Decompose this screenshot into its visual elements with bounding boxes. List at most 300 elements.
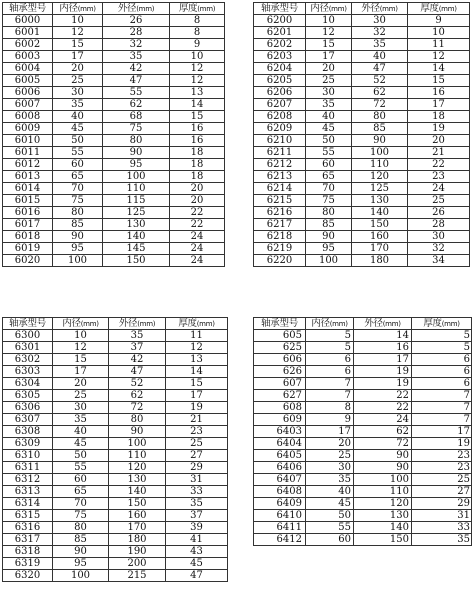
cell-width: 5 [412,342,472,354]
header-row [254,3,470,15]
header-outer: 外径(mm) [352,3,408,15]
cell-model: 627 [254,390,306,402]
cell-outer-diameter: 130 [354,510,412,522]
cell-outer-diameter: 85 [352,123,408,135]
bearing-table-62xx [253,2,470,267]
cell-model: 6316 [3,522,53,534]
header-inner: 内径(mm) [306,318,354,330]
cell-width: 23 [412,462,472,474]
cell-inner-diameter: 25 [53,390,109,402]
table-row [3,570,228,582]
cell-width: 41 [166,534,228,546]
header-width: 厚度(mm) [412,318,472,330]
cell-outer-diameter: 215 [109,570,166,582]
cell-width: 18 [170,159,225,171]
table-row [3,51,225,63]
cell-width: 8 [170,27,225,39]
cell-outer-diameter: 72 [109,402,166,414]
cell-model: 6303 [3,366,53,378]
header-row [3,3,225,15]
table-row [254,231,470,243]
cell-outer-diameter: 145 [103,243,170,255]
cell-inner-diameter: 65 [53,171,103,183]
cell-width: 24 [170,231,225,243]
cell-model: 6319 [3,558,53,570]
table-row [3,522,228,534]
table-row [254,342,472,354]
cell-outer-diameter: 150 [109,498,166,510]
cell-model: 6409 [254,498,306,510]
cell-width: 13 [166,354,228,366]
table-row [3,231,225,243]
cell-width: 45 [166,558,228,570]
cell-model: 6208 [254,111,306,123]
table-row [3,111,225,123]
cell-width: 12 [166,342,228,354]
cell-outer-diameter: 180 [109,534,166,546]
cell-inner-diameter: 100 [53,255,103,267]
cell-inner-diameter: 50 [306,510,354,522]
cell-width: 29 [166,462,228,474]
cell-width: 16 [170,135,225,147]
cell-width: 15 [170,111,225,123]
cell-width: 18 [170,147,225,159]
cell-model: 6007 [3,99,53,111]
cell-outer-diameter: 120 [352,171,408,183]
cell-model: 605 [254,330,306,342]
table-row [254,51,470,63]
cell-outer-diameter: 80 [109,414,166,426]
cell-inner-diameter: 95 [306,243,352,255]
cell-width: 33 [166,486,228,498]
table-row [254,195,470,207]
cell-outer-diameter: 140 [109,486,166,498]
cell-width: 17 [166,390,228,402]
cell-outer-diameter: 80 [352,111,408,123]
cell-inner-diameter: 50 [306,135,352,147]
cell-outer-diameter: 190 [109,546,166,558]
cell-width: 25 [166,438,228,450]
cell-outer-diameter: 62 [109,390,166,402]
cell-model: 6408 [254,486,306,498]
cell-width: 11 [408,39,470,51]
cell-outer-diameter: 200 [109,558,166,570]
cell-model: 6016 [3,207,53,219]
cell-inner-diameter: 15 [53,39,103,51]
cell-outer-diameter: 160 [109,510,166,522]
cell-inner-diameter: 85 [53,534,109,546]
table-row [254,522,472,534]
cell-model: 6220 [254,255,306,267]
cell-width: 19 [408,123,470,135]
header-width: 厚度(mm) [408,3,470,15]
cell-inner-diameter: 75 [53,195,103,207]
cell-outer-diameter: 110 [352,159,408,171]
cell-inner-diameter: 10 [53,330,109,342]
cell-inner-diameter: 70 [53,498,109,510]
cell-model: 6312 [3,474,53,486]
cell-inner-diameter: 45 [53,438,109,450]
table-row [3,135,225,147]
cell-inner-diameter: 75 [53,510,109,522]
cell-inner-diameter: 45 [306,123,352,135]
cell-inner-diameter: 25 [306,75,352,87]
cell-inner-diameter: 10 [306,15,352,27]
cell-width: 11 [166,330,228,342]
cell-width: 35 [412,534,472,546]
cell-width: 33 [412,522,472,534]
cell-model: 6017 [3,219,53,231]
cell-outer-diameter: 24 [354,414,412,426]
cell-outer-diameter: 120 [354,498,412,510]
cell-inner-diameter: 25 [306,450,354,462]
cell-model: 6314 [3,498,53,510]
table-row [3,75,225,87]
cell-width: 12 [170,75,225,87]
cell-width: 20 [408,135,470,147]
cell-inner-diameter: 50 [53,450,109,462]
header-inner: 内径(mm) [53,3,103,15]
cell-inner-diameter: 7 [306,378,354,390]
cell-inner-diameter: 20 [53,63,103,75]
table-row [3,402,228,414]
cell-model: 626 [254,366,306,378]
cell-inner-diameter: 60 [306,534,354,546]
cell-model: 6212 [254,159,306,171]
cell-outer-diameter: 110 [109,450,166,462]
table-row [254,402,472,414]
cell-inner-diameter: 55 [53,462,109,474]
cell-inner-diameter: 35 [53,414,109,426]
cell-model: 6013 [3,171,53,183]
cell-width: 12 [408,51,470,63]
cell-width: 6 [412,378,472,390]
cell-outer-diameter: 28 [103,27,170,39]
table-row [3,486,228,498]
cell-model: 6300 [3,330,53,342]
cell-outer-diameter: 52 [109,378,166,390]
table-row [3,195,225,207]
cell-outer-diameter: 90 [354,450,412,462]
cell-width: 24 [170,243,225,255]
cell-inner-diameter: 35 [53,99,103,111]
cell-model: 6203 [254,51,306,63]
cell-inner-diameter: 45 [53,123,103,135]
cell-width: 7 [412,414,472,426]
table-row [3,159,225,171]
table-row [254,75,470,87]
cell-inner-diameter: 50 [53,135,103,147]
cell-outer-diameter: 62 [103,99,170,111]
header-model: 轴承型号 [3,3,53,15]
cell-model: 6005 [3,75,53,87]
cell-outer-diameter: 180 [352,255,408,267]
header-width: 厚度(mm) [166,318,228,330]
table-row [3,426,228,438]
cell-width: 7 [412,390,472,402]
cell-outer-diameter: 68 [103,111,170,123]
table-row [3,510,228,522]
cell-width: 7 [412,402,472,414]
cell-outer-diameter: 140 [103,231,170,243]
cell-width: 35 [166,498,228,510]
cell-width: 23 [412,450,472,462]
header-model: 轴承型号 [254,318,306,330]
cell-model: 6020 [3,255,53,267]
cell-model: 6313 [3,486,53,498]
cell-outer-diameter: 125 [103,207,170,219]
cell-inner-diameter: 30 [306,87,352,99]
table-row [3,558,228,570]
table-row [3,27,225,39]
cell-width: 19 [412,438,472,450]
table-row [254,39,470,51]
cell-outer-diameter: 95 [103,159,170,171]
cell-width: 10 [408,27,470,39]
cell-width: 25 [408,195,470,207]
cell-outer-diameter: 47 [109,366,166,378]
cell-outer-diameter: 16 [354,342,412,354]
cell-inner-diameter: 30 [53,402,109,414]
cell-outer-diameter: 150 [352,219,408,231]
cell-inner-diameter: 40 [306,486,354,498]
cell-outer-diameter: 32 [103,39,170,51]
cell-width: 24 [170,255,225,267]
cell-model: 6406 [254,462,306,474]
cell-width: 5 [412,330,472,342]
cell-model: 608 [254,402,306,414]
cell-width: 47 [166,570,228,582]
table-row [254,63,470,75]
cell-inner-diameter: 90 [53,546,109,558]
cell-model: 6306 [3,402,53,414]
cell-inner-diameter: 65 [53,486,109,498]
header-model: 轴承型号 [3,318,53,330]
cell-model: 6015 [3,195,53,207]
cell-model: 6002 [3,39,53,51]
cell-width: 20 [170,183,225,195]
cell-model: 6003 [3,51,53,63]
table-row [254,498,472,510]
cell-inner-diameter: 12 [53,27,103,39]
cell-outer-diameter: 30 [352,15,408,27]
cell-outer-diameter: 150 [103,255,170,267]
cell-inner-diameter: 55 [53,147,103,159]
table-row [254,474,472,486]
cell-width: 16 [408,87,470,99]
bearing-table-60xx [2,2,225,267]
header-width: 厚度(mm) [170,3,225,15]
cell-inner-diameter: 17 [306,51,352,63]
cell-inner-diameter: 100 [306,255,352,267]
header-outer: 外径(mm) [354,318,412,330]
bearing-table-small-64xx [253,317,472,546]
table-row [3,15,225,27]
cell-inner-diameter: 9 [306,414,354,426]
cell-inner-diameter: 35 [306,474,354,486]
cell-inner-diameter: 20 [306,438,354,450]
cell-outer-diameter: 47 [103,75,170,87]
cell-width: 37 [166,510,228,522]
cell-model: 6000 [3,15,53,27]
cell-inner-diameter: 8 [306,402,354,414]
cell-width: 21 [166,414,228,426]
table-row [3,414,228,426]
cell-outer-diameter: 100 [103,171,170,183]
cell-model: 607 [254,378,306,390]
cell-model: 6404 [254,438,306,450]
cell-model: 6215 [254,195,306,207]
cell-model: 6219 [254,243,306,255]
cell-inner-diameter: 90 [306,231,352,243]
table-row [3,147,225,159]
table-row [254,450,472,462]
table-row [254,534,472,546]
table-row [3,123,225,135]
cell-model: 6008 [3,111,53,123]
cell-width: 9 [170,39,225,51]
cell-model: 6202 [254,39,306,51]
cell-width: 26 [408,207,470,219]
cell-inner-diameter: 55 [306,522,354,534]
cell-model: 6004 [3,63,53,75]
cell-outer-diameter: 115 [103,195,170,207]
cell-model: 6311 [3,462,53,474]
cell-model: 6011 [3,147,53,159]
table-row [3,63,225,75]
cell-inner-diameter: 60 [53,474,109,486]
cell-outer-diameter: 130 [103,219,170,231]
header-row [3,318,228,330]
cell-inner-diameter: 80 [53,207,103,219]
cell-model: 6403 [254,426,306,438]
cell-inner-diameter: 75 [306,195,352,207]
cell-width: 10 [170,51,225,63]
table-row [3,183,225,195]
cell-outer-diameter: 22 [354,402,412,414]
cell-outer-diameter: 160 [352,231,408,243]
cell-width: 12 [170,63,225,75]
cell-model: 6301 [3,342,53,354]
cell-inner-diameter: 6 [306,366,354,378]
cell-inner-diameter: 40 [306,111,352,123]
cell-width: 17 [408,99,470,111]
cell-width: 8 [170,15,225,27]
cell-model: 6318 [3,546,53,558]
cell-width: 14 [170,99,225,111]
cell-model: 6411 [254,522,306,534]
table-row [3,498,228,510]
table-row [3,171,225,183]
cell-model: 6205 [254,75,306,87]
cell-inner-diameter: 30 [306,462,354,474]
cell-outer-diameter: 120 [109,462,166,474]
cell-width: 19 [166,402,228,414]
cell-model: 6307 [3,414,53,426]
cell-width: 16 [170,123,225,135]
cell-width: 31 [166,474,228,486]
cell-inner-diameter: 65 [306,171,352,183]
header-row [254,318,472,330]
table-row [254,15,470,27]
cell-outer-diameter: 90 [103,147,170,159]
table-row [254,354,472,366]
cell-width: 27 [412,486,472,498]
table-row [3,243,225,255]
cell-inner-diameter: 80 [306,207,352,219]
cell-outer-diameter: 90 [352,135,408,147]
table-row [3,255,225,267]
cell-outer-diameter: 40 [352,51,408,63]
cell-inner-diameter: 6 [306,354,354,366]
header-inner: 内径(mm) [306,3,352,15]
cell-width: 14 [408,63,470,75]
cell-width: 9 [408,15,470,27]
cell-inner-diameter: 80 [53,522,109,534]
cell-outer-diameter: 52 [352,75,408,87]
cell-model: 6213 [254,171,306,183]
table-row [3,39,225,51]
cell-model: 6209 [254,123,306,135]
cell-model: 6412 [254,534,306,546]
cell-inner-diameter: 100 [53,570,109,582]
table-row [254,183,470,195]
cell-outer-diameter: 140 [354,522,412,534]
cell-inner-diameter: 20 [53,378,109,390]
cell-model: 6211 [254,147,306,159]
cell-outer-diameter: 90 [109,426,166,438]
cell-width: 23 [166,426,228,438]
cell-width: 17 [412,426,472,438]
cell-model: 6010 [3,135,53,147]
cell-inner-diameter: 90 [53,231,103,243]
cell-outer-diameter: 42 [109,354,166,366]
cell-outer-diameter: 62 [352,87,408,99]
table-row [3,390,228,402]
cell-model: 606 [254,354,306,366]
cell-outer-diameter: 170 [352,243,408,255]
cell-outer-diameter: 19 [354,366,412,378]
cell-model: 6216 [254,207,306,219]
table-row [3,462,228,474]
table-row [3,330,228,342]
table-row [3,450,228,462]
cell-width: 15 [166,378,228,390]
cell-model: 6001 [3,27,53,39]
cell-outer-diameter: 130 [352,195,408,207]
table-row [254,27,470,39]
cell-model: 6201 [254,27,306,39]
cell-outer-diameter: 110 [103,183,170,195]
table-row [3,438,228,450]
cell-inner-diameter: 95 [53,243,103,255]
cell-outer-diameter: 100 [109,438,166,450]
cell-inner-diameter: 17 [53,51,103,63]
cell-inner-diameter: 10 [53,15,103,27]
cell-inner-diameter: 95 [53,558,109,570]
header-inner: 内径(mm) [53,318,109,330]
table-row [3,354,228,366]
cell-outer-diameter: 150 [354,534,412,546]
cell-inner-diameter: 70 [306,183,352,195]
header-outer: 外径(mm) [103,3,170,15]
table-row [3,87,225,99]
table-row [3,474,228,486]
cell-outer-diameter: 80 [103,135,170,147]
cell-model: 6405 [254,450,306,462]
cell-width: 22 [170,219,225,231]
cell-inner-diameter: 70 [53,183,103,195]
